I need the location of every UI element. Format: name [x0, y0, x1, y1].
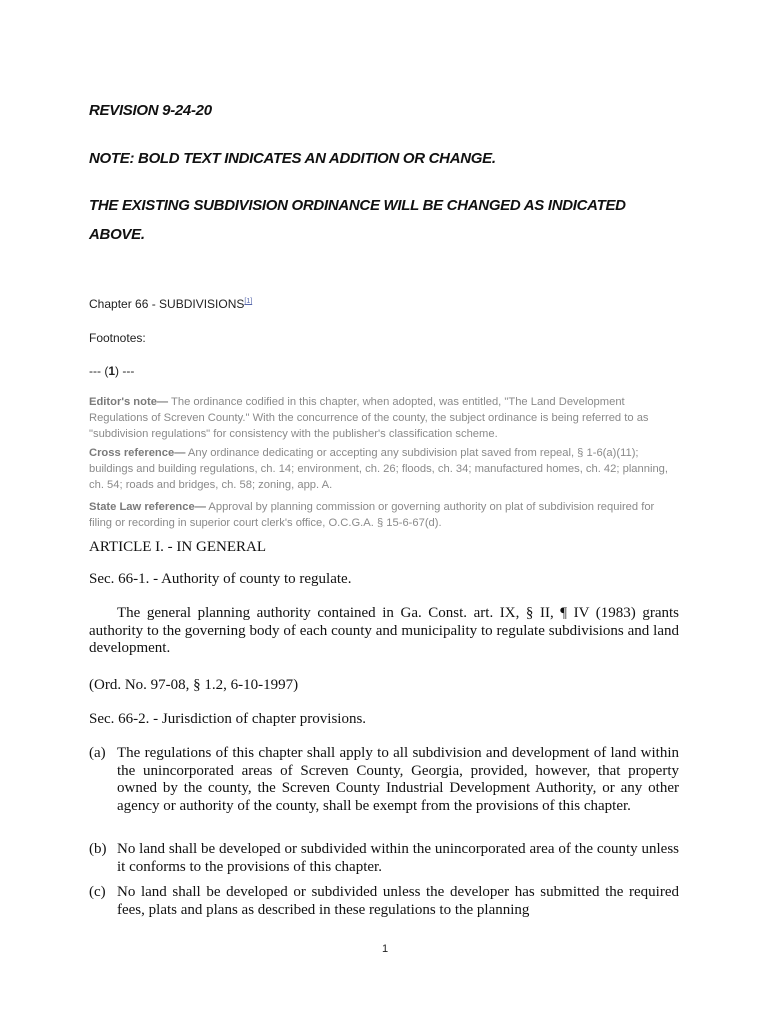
article-heading: ARTICLE I. - IN GENERAL — [89, 539, 266, 555]
cross-reference-note — [89, 445, 679, 493]
section-66-2-title: Sec. 66-2. - Jurisdiction of chapter provisions. — [89, 711, 367, 727]
footnotes-label: Footnotes: — [89, 331, 146, 345]
list-item-c — [89, 884, 679, 919]
existing-ordinance-note-line1: THE EXISTING SUBDIVISION ORDINANCE WILL BE CHANGED AS INDICATED — [89, 197, 626, 214]
state-law-text: Approval by planning commission or governing authority on plat of subdivision required for filing or recording in superior court clerk's office, O.C.G.A. § 15-6-67(d). — [89, 501, 655, 529]
footnote-number: 1 — [108, 364, 116, 378]
page-number: 1 — [381, 943, 389, 955]
section-66-1-title: Sec. 66-1. - Authority of county to regulate. — [89, 571, 352, 587]
footnote-ref-link[interactable]: [1] — [244, 298, 253, 305]
cross-reference-label: Cross reference— — [89, 447, 186, 459]
section-66-1-text: The general planning authority contained in Ga. Const. art. IX, § II, ¶ IV (1983) grants authority to the governing body of each county and municipality to regulate subdivisions and land development. — [89, 605, 679, 656]
cross-reference-text: Any ordinance dedicating or accepting any subdivision plat saved from repeal, § 1-6(a)(11); buildings and building regulations, ch. 14; environment, ch. 26; floods, ch. 34; manufactured homes, ch. 42; planning, ch. 54; roads and bridges, ch. 58; zoning, app. A. — [89, 447, 669, 491]
footnote-prefix: --- ( — [89, 364, 109, 378]
list-marker: (a) — [89, 745, 106, 761]
list-item-b — [89, 841, 679, 876]
state-law-note — [89, 499, 679, 531]
list-marker: (b) — [89, 841, 107, 857]
chapter-title — [89, 297, 252, 311]
bold-text-note: NOTE: BOLD TEXT INDICATES AN ADDITION OR CHANGE. — [89, 150, 496, 167]
section-66-1-history: (Ord. No. 97-08, § 1.2, 6-10-1997) — [89, 677, 299, 693]
list-item-a — [89, 745, 679, 815]
state-law-label: State Law reference— — [89, 501, 206, 513]
revision-heading: REVISION 9-24-20 — [89, 102, 212, 119]
footnote-suffix: ) --- — [115, 364, 135, 378]
editors-note-label: Editor's note— — [89, 396, 169, 408]
footnote-marker — [89, 364, 134, 378]
list-marker: (c) — [89, 884, 106, 900]
chapter-title-text: Chapter 66 - SUBDIVISIONS — [89, 297, 245, 311]
list-item-text: No land shall be developed or subdivided within the unincorporated area of the county unless it conforms to the provisions of this chapter. — [117, 841, 679, 875]
list-item-text: No land shall be developed or subdivided unless the developer has submitted the required fees, plats and plans as described in these regulations to the planning — [117, 884, 679, 918]
list-item-text: The regulations of this chapter shall apply to all subdivision and development of land within the unincorporated areas of Screven County, Georgia, provided, however, that property owned by the county, the Screven County Industrial Development Authority, or any other agency or authority of the county, shall be exempt from the provisions of this chapter. — [117, 745, 679, 814]
editors-note-text: The ordinance codified in this chapter, when adopted, was entitled, "The Land Development Regulations of Screven County." With the concurrence of the county, the subject ordinance is being referred to as "subdivision regulations" for consistency with the publisher's classification scheme. — [89, 396, 649, 440]
editors-note — [89, 394, 679, 442]
existing-ordinance-note-line2: ABOVE. — [89, 226, 145, 243]
